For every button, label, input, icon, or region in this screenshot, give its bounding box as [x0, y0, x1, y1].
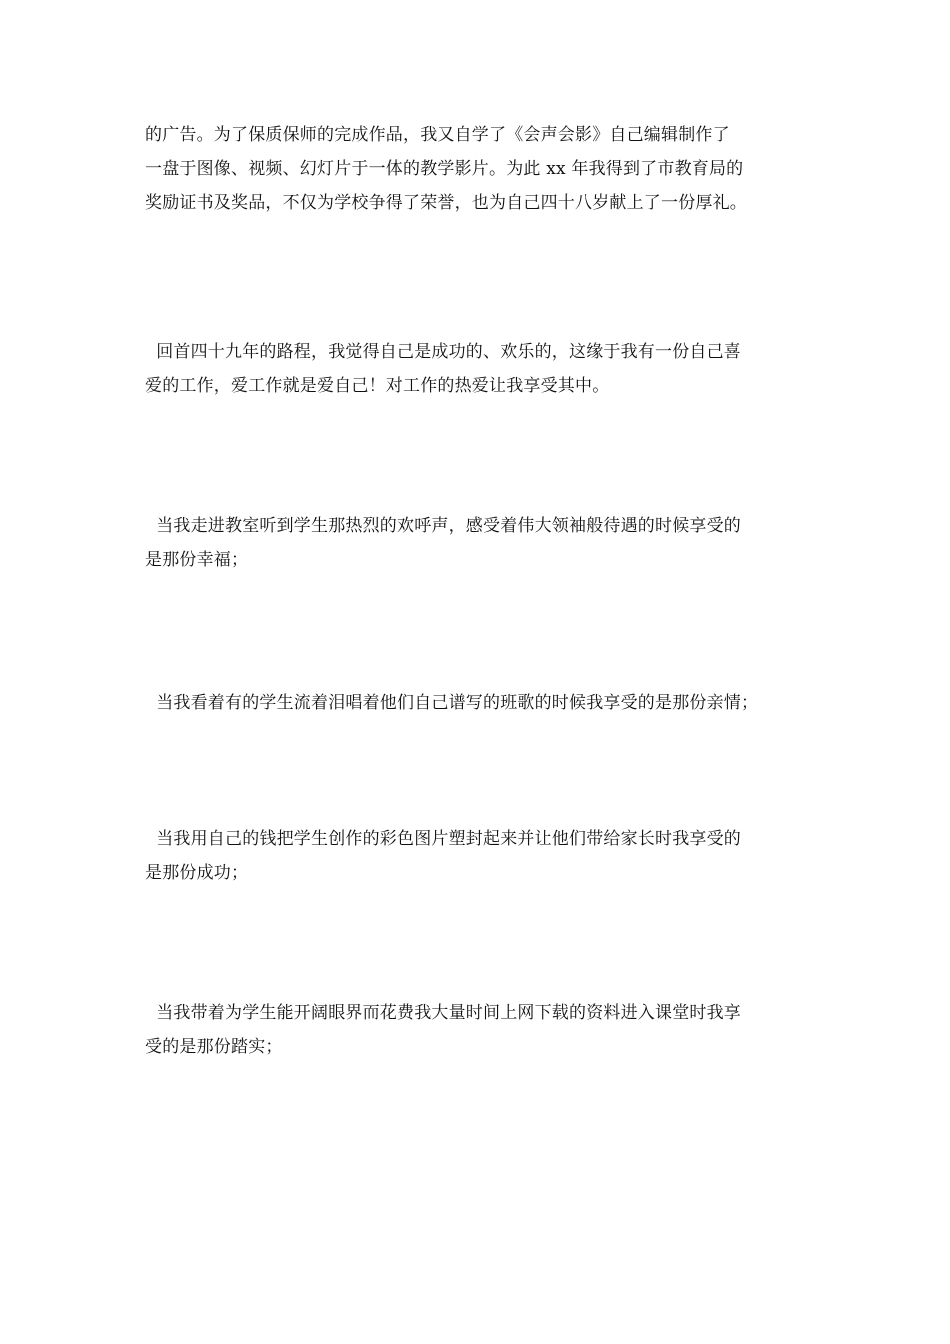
text-line: 当我用自己的钱把学生创作的彩色图片塑封起来并让他们带给家长时我享受的	[145, 829, 742, 849]
text-line: 的广告。为了保质保师的完成作品，我又自学了《会声会影》自己编辑制作了	[145, 125, 730, 145]
text-line: 当我看着有的学生流着泪唱着他们自己谱写的班歌的时候我享受的是那份亲情；	[145, 693, 759, 713]
text-line: 受的是那份踏实；	[145, 1037, 283, 1057]
paragraph-advertisement-award	[145, 118, 825, 220]
text-line: 一盘于图像、视频、幻灯片于一体的教学影片。为此 xx 年我得到了市教育局的	[145, 159, 744, 179]
text-line: 回首四十九年的路程，我觉得自己是成功的、欢乐的，这缘于我有一份自己喜	[145, 342, 742, 362]
text-line: 是那份幸福；	[145, 550, 249, 570]
paragraph-affection	[145, 686, 825, 720]
paragraph-steadiness	[145, 996, 825, 1064]
paragraph-looking-back	[145, 335, 825, 403]
paragraph-success	[145, 822, 825, 890]
text-line: 奖励证书及奖品，不仅为学校争得了荣誉，也为自己四十八岁献上了一份厚礼。	[145, 193, 747, 213]
text-line: 是那份成功；	[145, 863, 249, 883]
text-line: 当我走进教室听到学生那热烈的欢呼声，感受着伟大领袖般待遇的时候享受的	[145, 516, 742, 536]
text-line: 爱的工作，爱工作就是爱自己！对工作的热爱让我享受其中。	[145, 376, 610, 396]
paragraph-happiness	[145, 509, 825, 577]
text-line: 当我带着为学生能开阔眼界而花费我大量时间上网下载的资料进入课堂时我享	[145, 1003, 742, 1023]
